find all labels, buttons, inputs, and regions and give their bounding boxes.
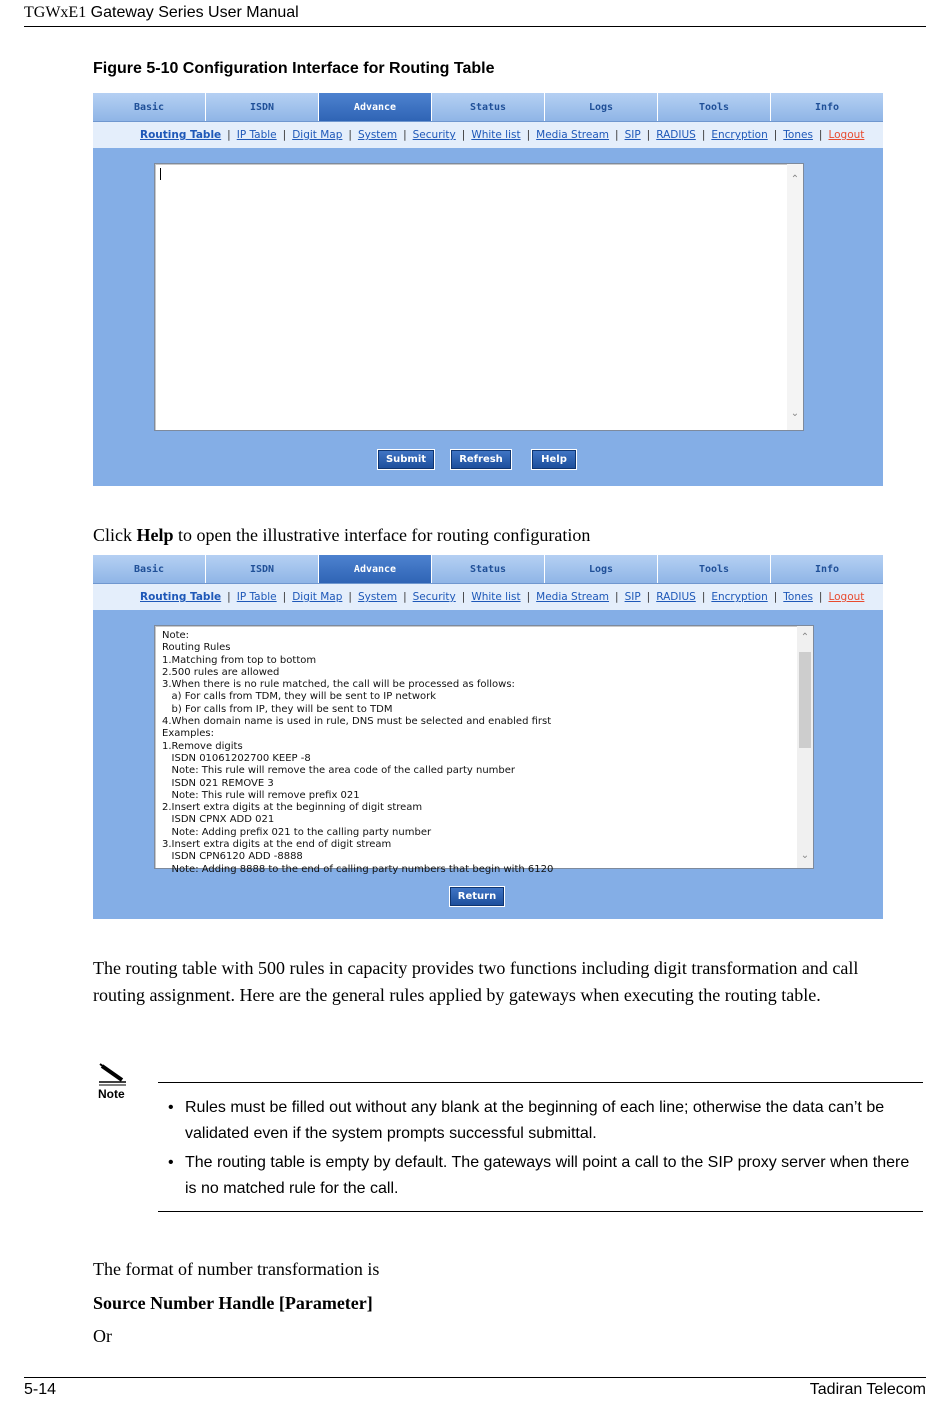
subnav-radius[interactable]: RADIUS — [656, 591, 696, 603]
help-scrollbar[interactable] — [797, 626, 813, 868]
format-syntax: Source Number Handle [Parameter] — [93, 1293, 373, 1313]
page-header — [24, 4, 926, 27]
submit-button[interactable]: Submit — [378, 450, 434, 469]
paragraph-line-2: routing assignment. Here are the general rules applied by gateways when executing the routing table. — [93, 985, 821, 1005]
help-line: Note: — [162, 630, 190, 641]
help-line: Note: Adding 8888 to the end of calling party numbers that begin with 6120 — [162, 863, 554, 875]
subnav-logout[interactable]: Logout — [828, 591, 865, 603]
help-line: 3.Insert extra digits at the end of digit stream — [162, 839, 392, 851]
routing-table-config-screenshot — [93, 93, 883, 486]
scroll-down-icon[interactable]: ⌄ — [790, 408, 800, 419]
or-text: Or — [93, 1326, 112, 1346]
note-box — [158, 1082, 923, 1212]
subnav-white-list[interactable]: White list — [471, 591, 521, 603]
help-line: a) For calls from TDM, they will be sent to IP network — [162, 691, 437, 703]
tab-info[interactable]: Info — [814, 101, 840, 113]
tab-tools[interactable]: Tools — [658, 93, 771, 121]
note-label: Note — [98, 1087, 125, 1101]
pencil-icon — [96, 1060, 130, 1086]
page-footer — [24, 1377, 926, 1399]
subnav-tones[interactable]: Tones — [783, 129, 813, 141]
click-prefix: Click — [93, 525, 137, 545]
subnav-logout[interactable]: Logout — [828, 129, 865, 141]
help-text-lines — [162, 630, 792, 875]
subnav-tones[interactable]: Tones — [783, 591, 813, 603]
tab-basic[interactable]: Basic — [93, 555, 206, 583]
help-line: 3.When there is no rule matched, the call will be processed as follows: — [162, 679, 515, 691]
subnav-sip[interactable]: SIP — [624, 129, 641, 141]
subnav-ip-table[interactable]: IP Table — [236, 129, 277, 141]
scroll-up-icon[interactable]: ⌃ — [790, 174, 800, 185]
tab-tools[interactable]: Tools — [658, 555, 771, 583]
help-line: 2.Insert extra digits at the beginning of digit stream — [162, 802, 423, 814]
company-name: Tadiran Telecom — [809, 1381, 926, 1398]
header-title-rest: Gateway Series User Manual — [86, 4, 299, 21]
sub-nav: Routing Table | IP Table | Digit Map | System | Security | White list | Media Stream | SIP | RADIUS | Encryption | Tones | Logout — [93, 584, 883, 610]
subnav-white-list[interactable]: White list — [471, 129, 521, 141]
subnav-radius[interactable]: RADIUS — [656, 129, 696, 141]
tab-isdn[interactable]: ISDN — [206, 93, 319, 121]
help-line: Examples: — [162, 728, 214, 740]
text-caret — [160, 168, 161, 180]
note-item: • Rules must be filled out without any blank at the beginning of each line; otherwise the data can’t be validated even if the system prompts successful submittal. — [158, 1095, 923, 1147]
subnav-digit-map[interactable]: Digit Map — [292, 591, 343, 603]
subnav-encryption[interactable]: Encryption — [711, 591, 768, 603]
top-nav — [93, 93, 883, 122]
subnav-security[interactable]: Security — [412, 129, 456, 141]
help-line: Note: Adding prefix 021 to the calling party number — [162, 826, 432, 838]
click-suffix: to open the illustrative interface for routing configuration — [173, 525, 591, 545]
subnav-media-stream[interactable]: Media Stream — [536, 591, 610, 603]
figure-caption: Figure 5-10 Configuration Interface for Routing Table — [93, 60, 495, 77]
note-item: • The routing table is empty by default. The gateways will point a call to the SIP proxy server when there is no matched rule for the call. — [158, 1150, 923, 1202]
subnav-encryption[interactable]: Encryption — [711, 129, 768, 141]
help-line: Routing Rules — [162, 642, 231, 654]
subnav-system[interactable]: System — [357, 129, 398, 141]
help-button[interactable]: Help — [532, 450, 576, 469]
click-help-bold: Help — [136, 525, 174, 545]
help-line: ISDN CPNX ADD 021 — [162, 814, 275, 826]
subnav-digit-map[interactable]: Digit Map — [292, 129, 343, 141]
return-button[interactable]: Return — [450, 887, 504, 906]
click-help-paragraph — [93, 522, 590, 549]
help-line: 4.When domain name is used in rule, DNS must be selected and enabled first — [162, 716, 552, 728]
routing-rules-textarea[interactable] — [154, 163, 804, 431]
routing-table-paragraph — [93, 955, 858, 1009]
format-intro: The format of number transformation is — [93, 1259, 380, 1279]
subnav-sip[interactable]: SIP — [624, 591, 641, 603]
help-line: ISDN CPN6120 ADD -8888 — [162, 851, 303, 863]
help-line: b) For calls from IP, they will be sent to TDM — [162, 703, 393, 715]
help-line: Note: This rule will remove prefix 021 — [162, 789, 360, 801]
tab-info[interactable]: Info — [814, 563, 840, 575]
textarea-scrollbar[interactable] — [787, 164, 803, 430]
tab-status[interactable]: Status — [432, 555, 545, 583]
subnav-routing-table[interactable]: Routing Table — [140, 129, 222, 141]
sub-nav: Routing Table | IP Table | Digit Map | System | Security | White list | Media Stream | SIP | RADIUS | Encryption | Tones | Logout — [93, 122, 883, 148]
page-number: 5-14 — [24, 1381, 57, 1398]
subnav-ip-table[interactable]: IP Table — [236, 591, 277, 603]
tab-logs[interactable]: Logs — [545, 555, 658, 583]
scroll-up-icon[interactable]: ⌃ — [800, 632, 810, 643]
help-line: ISDN 021 REMOVE 3 — [162, 777, 274, 789]
subnav-routing-table[interactable]: Routing Table — [140, 591, 222, 603]
help-line: 1.Matching from top to bottom — [162, 654, 317, 666]
scroll-down-icon[interactable]: ⌄ — [800, 850, 810, 861]
help-line: ISDN 01061202700 KEEP -8 — [162, 752, 311, 764]
tab-advance[interactable]: Advance — [319, 555, 432, 583]
subnav-system[interactable]: System — [357, 591, 398, 603]
tab-logs[interactable]: Logs — [545, 93, 658, 121]
tab-basic[interactable]: Basic — [93, 93, 206, 121]
help-line: 2.500 rules are allowed — [162, 666, 280, 678]
refresh-button[interactable]: Refresh — [451, 450, 511, 469]
help-line: 1.Remove digits — [162, 740, 243, 752]
subnav-media-stream[interactable]: Media Stream — [536, 129, 610, 141]
tab-isdn[interactable]: ISDN — [206, 555, 319, 583]
header-title-product: TGWxE1 — [24, 4, 87, 21]
note-icon — [96, 1060, 130, 1102]
paragraph-line-1: The routing table with 500 rules in capacity provides two functions including digit transformation and call — [93, 958, 859, 978]
scroll-thumb[interactable] — [799, 652, 811, 748]
subnav-security[interactable]: Security — [412, 591, 456, 603]
top-nav — [93, 555, 883, 584]
tab-advance[interactable]: Advance — [319, 93, 432, 121]
tab-status[interactable]: Status — [432, 93, 545, 121]
help-line: Note: This rule will remove the area code of the called party number — [162, 765, 516, 777]
